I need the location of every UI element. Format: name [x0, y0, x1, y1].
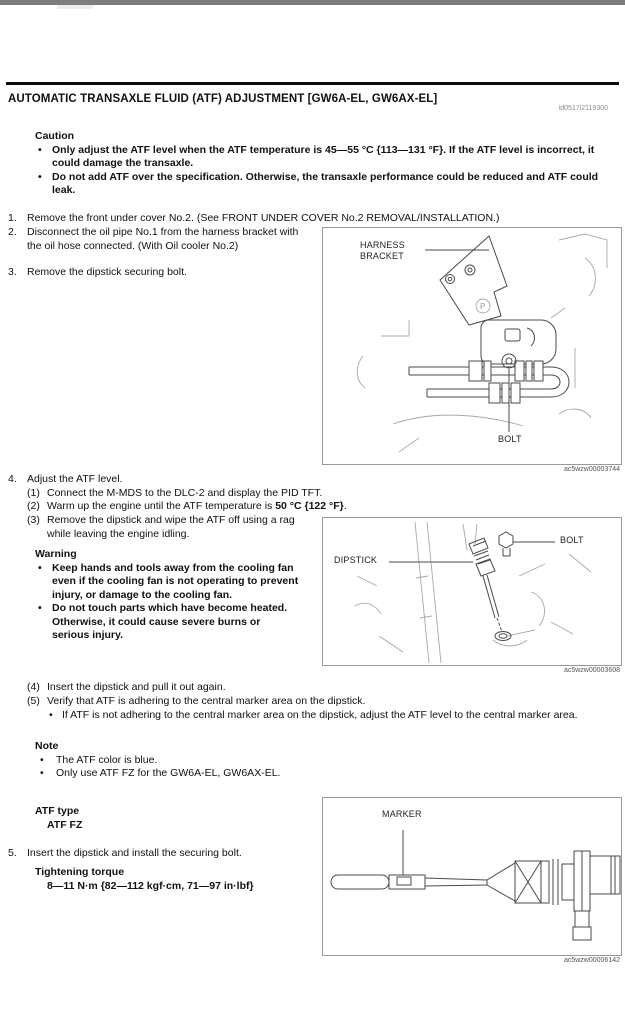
note-section: [35, 740, 595, 781]
doc-id: id0517i2119300: [558, 105, 608, 112]
note-item: [35, 767, 595, 781]
substep-4: [27, 681, 617, 695]
step-4: [8, 473, 620, 487]
substep-bullet-text: If ATF is not adhering to the central marker area on the dipstick, adjust the ATF level to the central marker area.: [62, 708, 578, 721]
substep-text: Remove the dipstick and wipe the ATF off using a rag while leaving the engine idling.: [47, 514, 295, 540]
warning-section: [35, 548, 315, 643]
bullet-icon: [35, 754, 56, 768]
note-heading: Note: [35, 740, 59, 752]
step-number: 3.: [8, 266, 17, 278]
dipstick-drawing: [389, 538, 511, 641]
warning-item-text: Keep hands and tools away from the cooling fan even if the cooling fan is not operating to prevent injury, or damage to the cooling fan.: [52, 561, 299, 601]
page-title: AUTOMATIC TRANSAXLE FLUID (ATF) ADJUSTMENT [GW6A-EL, GW6AX-EL]: [8, 93, 438, 105]
figure-id: ac5wzw00003608: [563, 667, 620, 674]
step-number: 2.: [8, 226, 17, 238]
step-number: 5.: [8, 847, 17, 859]
title-rule: [6, 82, 619, 85]
caution-item: [35, 171, 613, 198]
substep-text: Insert the dipstick and pull it out again.: [47, 681, 226, 693]
figure-id: ac5wzw00006142: [563, 957, 620, 964]
substep-number: (2): [27, 500, 40, 512]
top-bar: [0, 0, 625, 5]
step-number: 4.: [8, 473, 17, 485]
bolt-drawing: [499, 532, 555, 556]
substep-text: [47, 500, 587, 514]
caution-item-text: Only adjust the ATF level when the ATF temperature is 45—55 °C {113—131 °F}. If the ATF level is incorrect, it could damage the transaxle.: [52, 143, 595, 169]
torque-value: 8—11 N·m {82—112 kgf·cm, 71—97 in·lbf}: [47, 879, 254, 892]
harness-bracket-figure: [322, 227, 622, 465]
torque-heading: Tightening torque: [35, 866, 125, 878]
atf-type-spec: [35, 805, 315, 832]
caution-item-text: Do not add ATF over the specification. Otherwise, the transaxle performance could be reduced and ATF could leak.: [52, 170, 599, 196]
step-1: [8, 212, 620, 226]
note-item-text: The ATF color is blue.: [56, 753, 158, 766]
step-5: [8, 847, 308, 861]
substep-text-bold: 50 °C {122 °F}: [275, 500, 344, 512]
bullet-icon: [35, 171, 52, 185]
atf-type-heading: ATF type: [35, 805, 80, 817]
step-text: Adjust the ATF level.: [27, 473, 123, 485]
substep-number: (5): [27, 695, 40, 707]
warning-item-text: Do not touch parts which have become heated. Otherwise, it could cause severe burns or serious injury.: [52, 602, 288, 641]
step-number: 1.: [8, 212, 17, 224]
bullet-icon: [35, 144, 52, 158]
warning-heading: Warning: [35, 548, 77, 560]
warning-item: [35, 562, 315, 603]
harness-bracket-drawing: [425, 236, 556, 364]
figure-dipstick-marker: [322, 797, 620, 965]
bolt-label: BOLT: [498, 434, 522, 444]
bullet-icon: [35, 767, 56, 781]
torque-spec: [35, 866, 315, 893]
substep-5-main: [27, 695, 619, 709]
dipstick-marker-figure: [322, 797, 622, 956]
substep-5: [27, 695, 619, 722]
atf-type-value: ATF FZ: [47, 818, 83, 831]
top-bar-notch: [57, 5, 93, 9]
step-text: Remove the dipstick securing bolt.: [27, 266, 187, 278]
substep-number: (3): [27, 514, 40, 526]
bullet-icon: [35, 602, 52, 616]
step-2: [8, 226, 308, 253]
substep-2: [27, 500, 587, 514]
dipstick-handle: [487, 851, 620, 940]
step-text: Insert the dipstick and install the securing bolt.: [27, 847, 242, 859]
p-mark-label: P: [480, 302, 486, 311]
substep-text: Verify that ATF is adhering to the central marker area on the dipstick.: [47, 695, 366, 707]
substep-3: [27, 514, 315, 541]
harness-bracket-label: HARNESS BRACKET: [360, 240, 405, 261]
substep-1: [27, 487, 587, 501]
marker-label: MARKER: [382, 809, 422, 819]
dipstick-blade: [331, 875, 487, 889]
figure-id: ac5wzw00003744: [563, 466, 620, 473]
substep-text-plain: Warm up the engine until the ATF temperature is: [47, 500, 276, 512]
bolt-label: BOLT: [560, 535, 584, 545]
step-text: Disconnect the oil pipe No.1 from the harness bracket with the oil hose connected. (With Oil cooler No.2): [27, 226, 299, 252]
bullet-icon: [47, 709, 62, 723]
substep-number: (1): [27, 487, 40, 499]
figure-harness-bracket: [322, 227, 620, 474]
caution-heading: Caution: [35, 130, 75, 142]
step-3: [8, 266, 308, 280]
note-item: [35, 754, 595, 768]
step-text: Remove the front under cover No.2. (See FRONT UNDER COVER No.2 REMOVAL/INSTALLATION.): [27, 212, 500, 224]
warning-item: [35, 602, 315, 643]
dipstick-label: DIPSTICK: [334, 555, 378, 565]
caution-section: [35, 130, 613, 198]
substep-text: Connect the M-MDS to the DLC-2 and display the PID TFT.: [47, 487, 323, 499]
engine-background-lines: [357, 234, 607, 452]
substep-5-bullet: [27, 709, 609, 723]
bullet-icon: [35, 562, 52, 576]
note-item-text: Only use ATF FZ for the GW6A-EL, GW6AX-EL.: [56, 767, 281, 779]
figure-dipstick-bolt: [322, 517, 620, 675]
substep-number: (4): [27, 681, 40, 693]
substep-text-plain: .: [343, 500, 347, 512]
caution-item: [35, 144, 613, 171]
engine-background-lines: [355, 522, 591, 663]
